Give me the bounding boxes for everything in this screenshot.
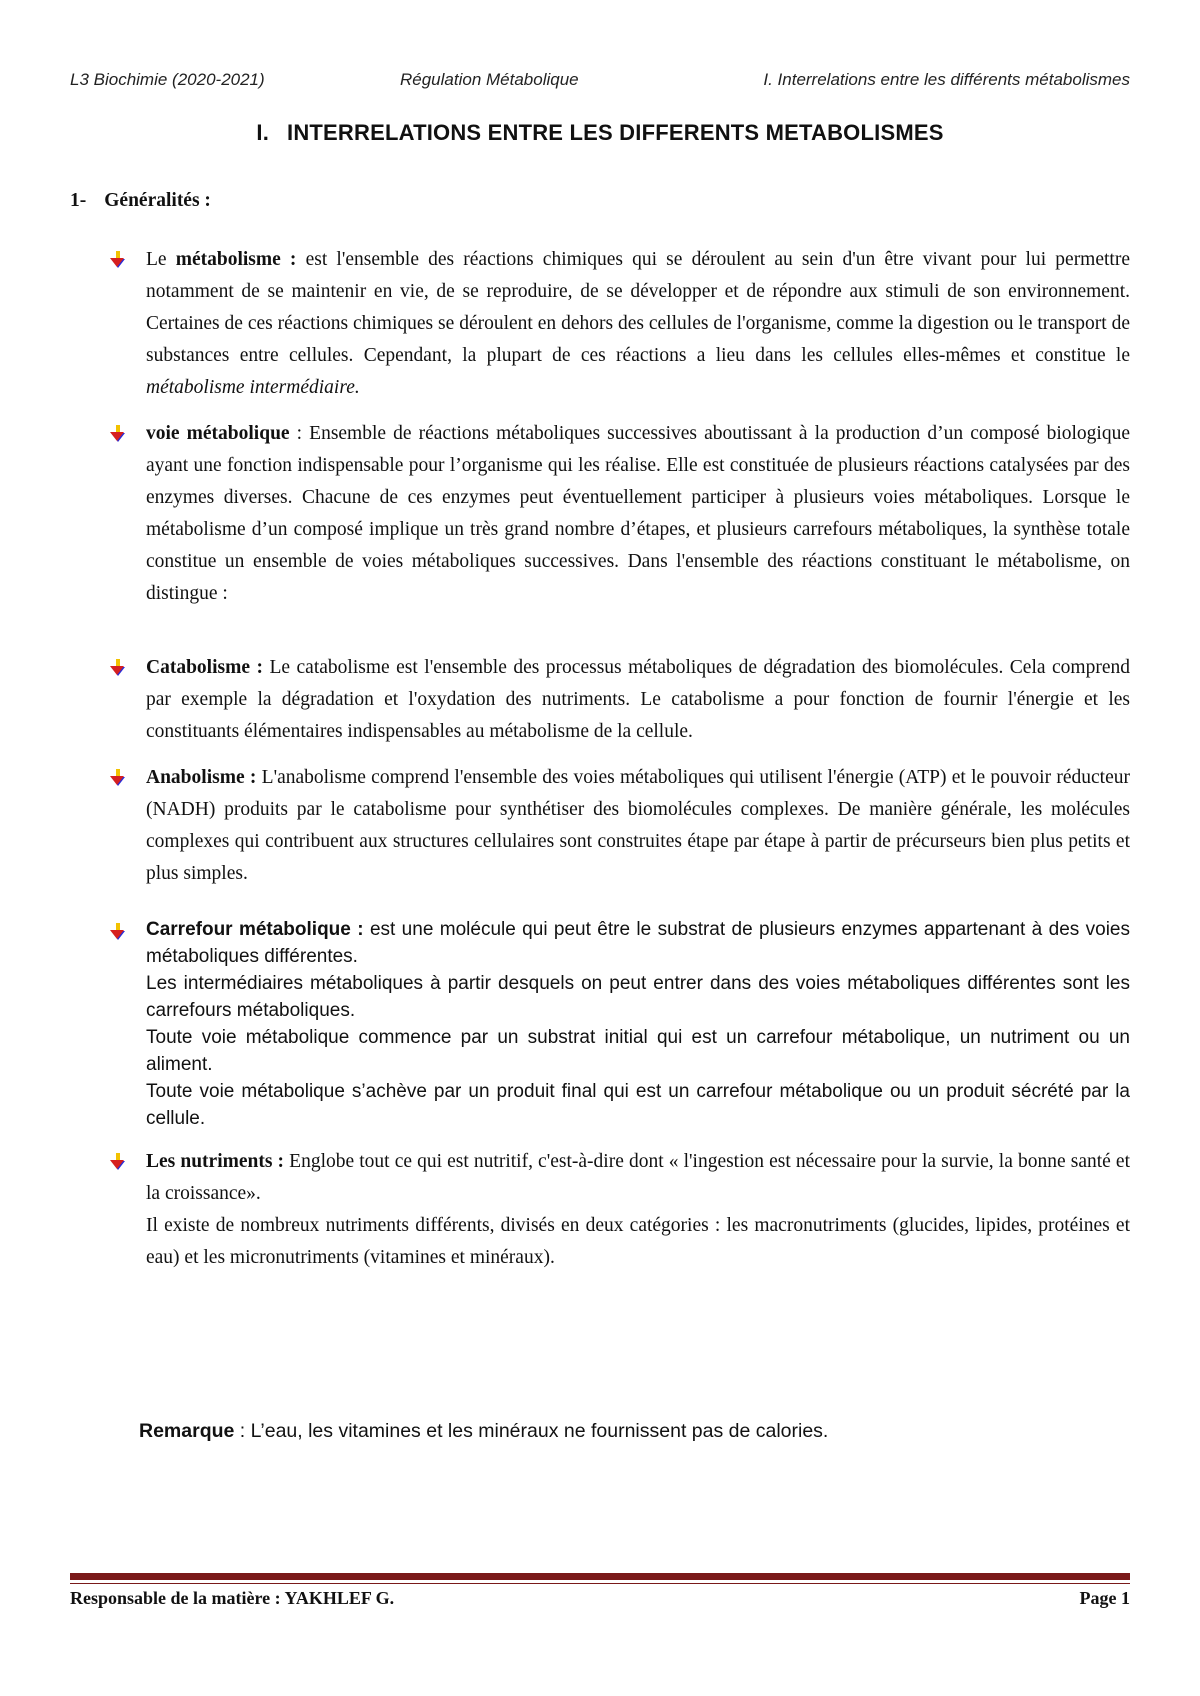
arrow-bullet-icon — [108, 922, 128, 942]
term-label: métabolisme : — [175, 249, 297, 270]
arrow-bullet-icon — [108, 1152, 128, 1172]
section-heading — [70, 190, 211, 212]
title-number: I. — [256, 120, 270, 145]
remark-text: : L’eau, les vitamines et les minéraux ne fournissent pas de calories. — [234, 1420, 829, 1442]
definition-carrefour-metabolique — [70, 916, 1130, 1132]
definition-paragraph: Toute voie métabolique s’achève par un produit final qui est un carrefour métabolique ou un produit sécrété par la cellule. — [146, 1081, 1130, 1129]
definition-text: : Ensemble de réactions métaboliques successives aboutissant à la production d’un composé biologique ayant une fonction indispensable pour l’organisme qui les réalise. Elle est constituée de plusieurs réactions catalysées par des enzymes diverses. Chacune de ces enzymes peut éventuellement participer à plusieurs voies métaboliques. Lorsque le métabolisme d’un composé implique un très grand nombre d’étapes, et plusieurs carrefours métaboliques, la synthèse totale constitue un ensemble de voies métaboliques successives. Dans l'ensemble des réactions constituant le métabolisme, on distingue : — [146, 423, 1130, 604]
header-subject: Régulation Métabolique — [400, 70, 579, 89]
definition-text: est une molécule qui peut être le substrat de plusieurs enzymes appartenant à des voies métaboliques différentes. — [146, 919, 1130, 967]
term-label: Carrefour métabolique : — [146, 919, 364, 940]
page-title — [0, 120, 1200, 146]
definition-text: L'anabolisme comprend l'ensemble des voies métaboliques qui utilisent l'énergie (ATP) et le pouvoir réducteur (NADH) produits par le catabolisme pour synthétiser des biomolécules complexes. De manière générale, les molécules complexes qui contribuent aux structures cellulaires sont construites étape par étape à partir de précurseurs bien plus petits et plus simples. — [146, 767, 1130, 884]
section-text: Généralités : — [104, 190, 211, 211]
footer-divider — [70, 1573, 1130, 1580]
term-label: Catabolisme : — [146, 657, 263, 678]
page-number: Page 1 — [1079, 1588, 1130, 1608]
definition-paragraph: Les intermédiaires métaboliques à partir desquels on peut entrer dans des voies métaboliques différentes sont les carrefours métaboliques. — [146, 973, 1130, 1021]
term-label: Anabolisme : — [146, 767, 257, 788]
page-footer — [70, 1588, 1130, 1612]
definition-text: Englobe tout ce qui est nutritif, c'est-à-dire dont « l'ingestion est nécessaire pour la survie, la bonne santé et la croissance». — [146, 1151, 1130, 1204]
definition-paragraph: Il existe de nombreux nutriments différents, divisés en deux catégories : les macronutriments (glucides, lipides, protéines et eau) et les micronutriments (vitamines et minéraux). — [146, 1215, 1130, 1268]
section-number: 1- — [70, 190, 87, 211]
term-label: voie métabolique — [146, 423, 290, 444]
emphasis-text: métabolisme intermédiaire — [146, 377, 355, 398]
arrow-bullet-icon — [108, 768, 128, 788]
header-chapter: I. Interrelations entre les différents métabolismes — [763, 70, 1130, 89]
title-text: INTERRELATIONS ENTRE LES DIFFERENTS METABOLISMES — [287, 120, 944, 145]
footer-divider-thin — [70, 1583, 1130, 1584]
definition-metabolisme — [70, 244, 1130, 404]
term-label: Les nutriments : — [146, 1151, 285, 1172]
footer-author: Responsable de la matière : YAKHLEF G. — [70, 1588, 395, 1608]
definition-nutriments — [70, 1146, 1130, 1274]
definition-text: Le catabolisme est l'ensemble des processus métaboliques de dégradation des biomolécules. Cela comprend par exemple la dégradation et l'oxydation des nutriments. Le catabolisme a pour fonction de fournir l'énergie et les constituants élémentaires indispensables au métabolisme de la cellule. — [146, 657, 1130, 742]
definition-catabolisme — [70, 652, 1130, 748]
arrow-bullet-icon — [108, 424, 128, 444]
remark-note — [139, 1420, 828, 1443]
arrow-bullet-icon — [108, 658, 128, 678]
arrow-bullet-icon — [108, 250, 128, 270]
remark-label: Remarque — [139, 1420, 235, 1442]
running-header — [70, 70, 1130, 94]
definition-text: est l'ensemble des réactions chimiques qui se déroulent au sein d'un être vivant pour lui permettre notamment de se maintenir en vie, de se reproduire, de se développer et de répondre aux stimuli de son environnement. Certaines de ces réactions chimiques se déroulent en dehors des cellules de l'organisme, comme la digestion ou le transport de substances entre cellules. Cependant, la plupart de ces réactions a lieu dans les cellules elles-mêmes et constitue le — [146, 249, 1130, 366]
item-prefix: Le — [146, 249, 176, 270]
definition-paragraph: Toute voie métabolique commence par un substrat initial qui est un carrefour métabolique, un nutriment ou un aliment. — [146, 1027, 1130, 1075]
definition-end: . — [354, 377, 360, 398]
definition-voie-metabolique — [70, 418, 1130, 610]
document-body — [70, 244, 1130, 1274]
definition-anabolisme — [70, 762, 1130, 890]
header-course: L3 Biochimie (2020-2021) — [70, 70, 265, 89]
